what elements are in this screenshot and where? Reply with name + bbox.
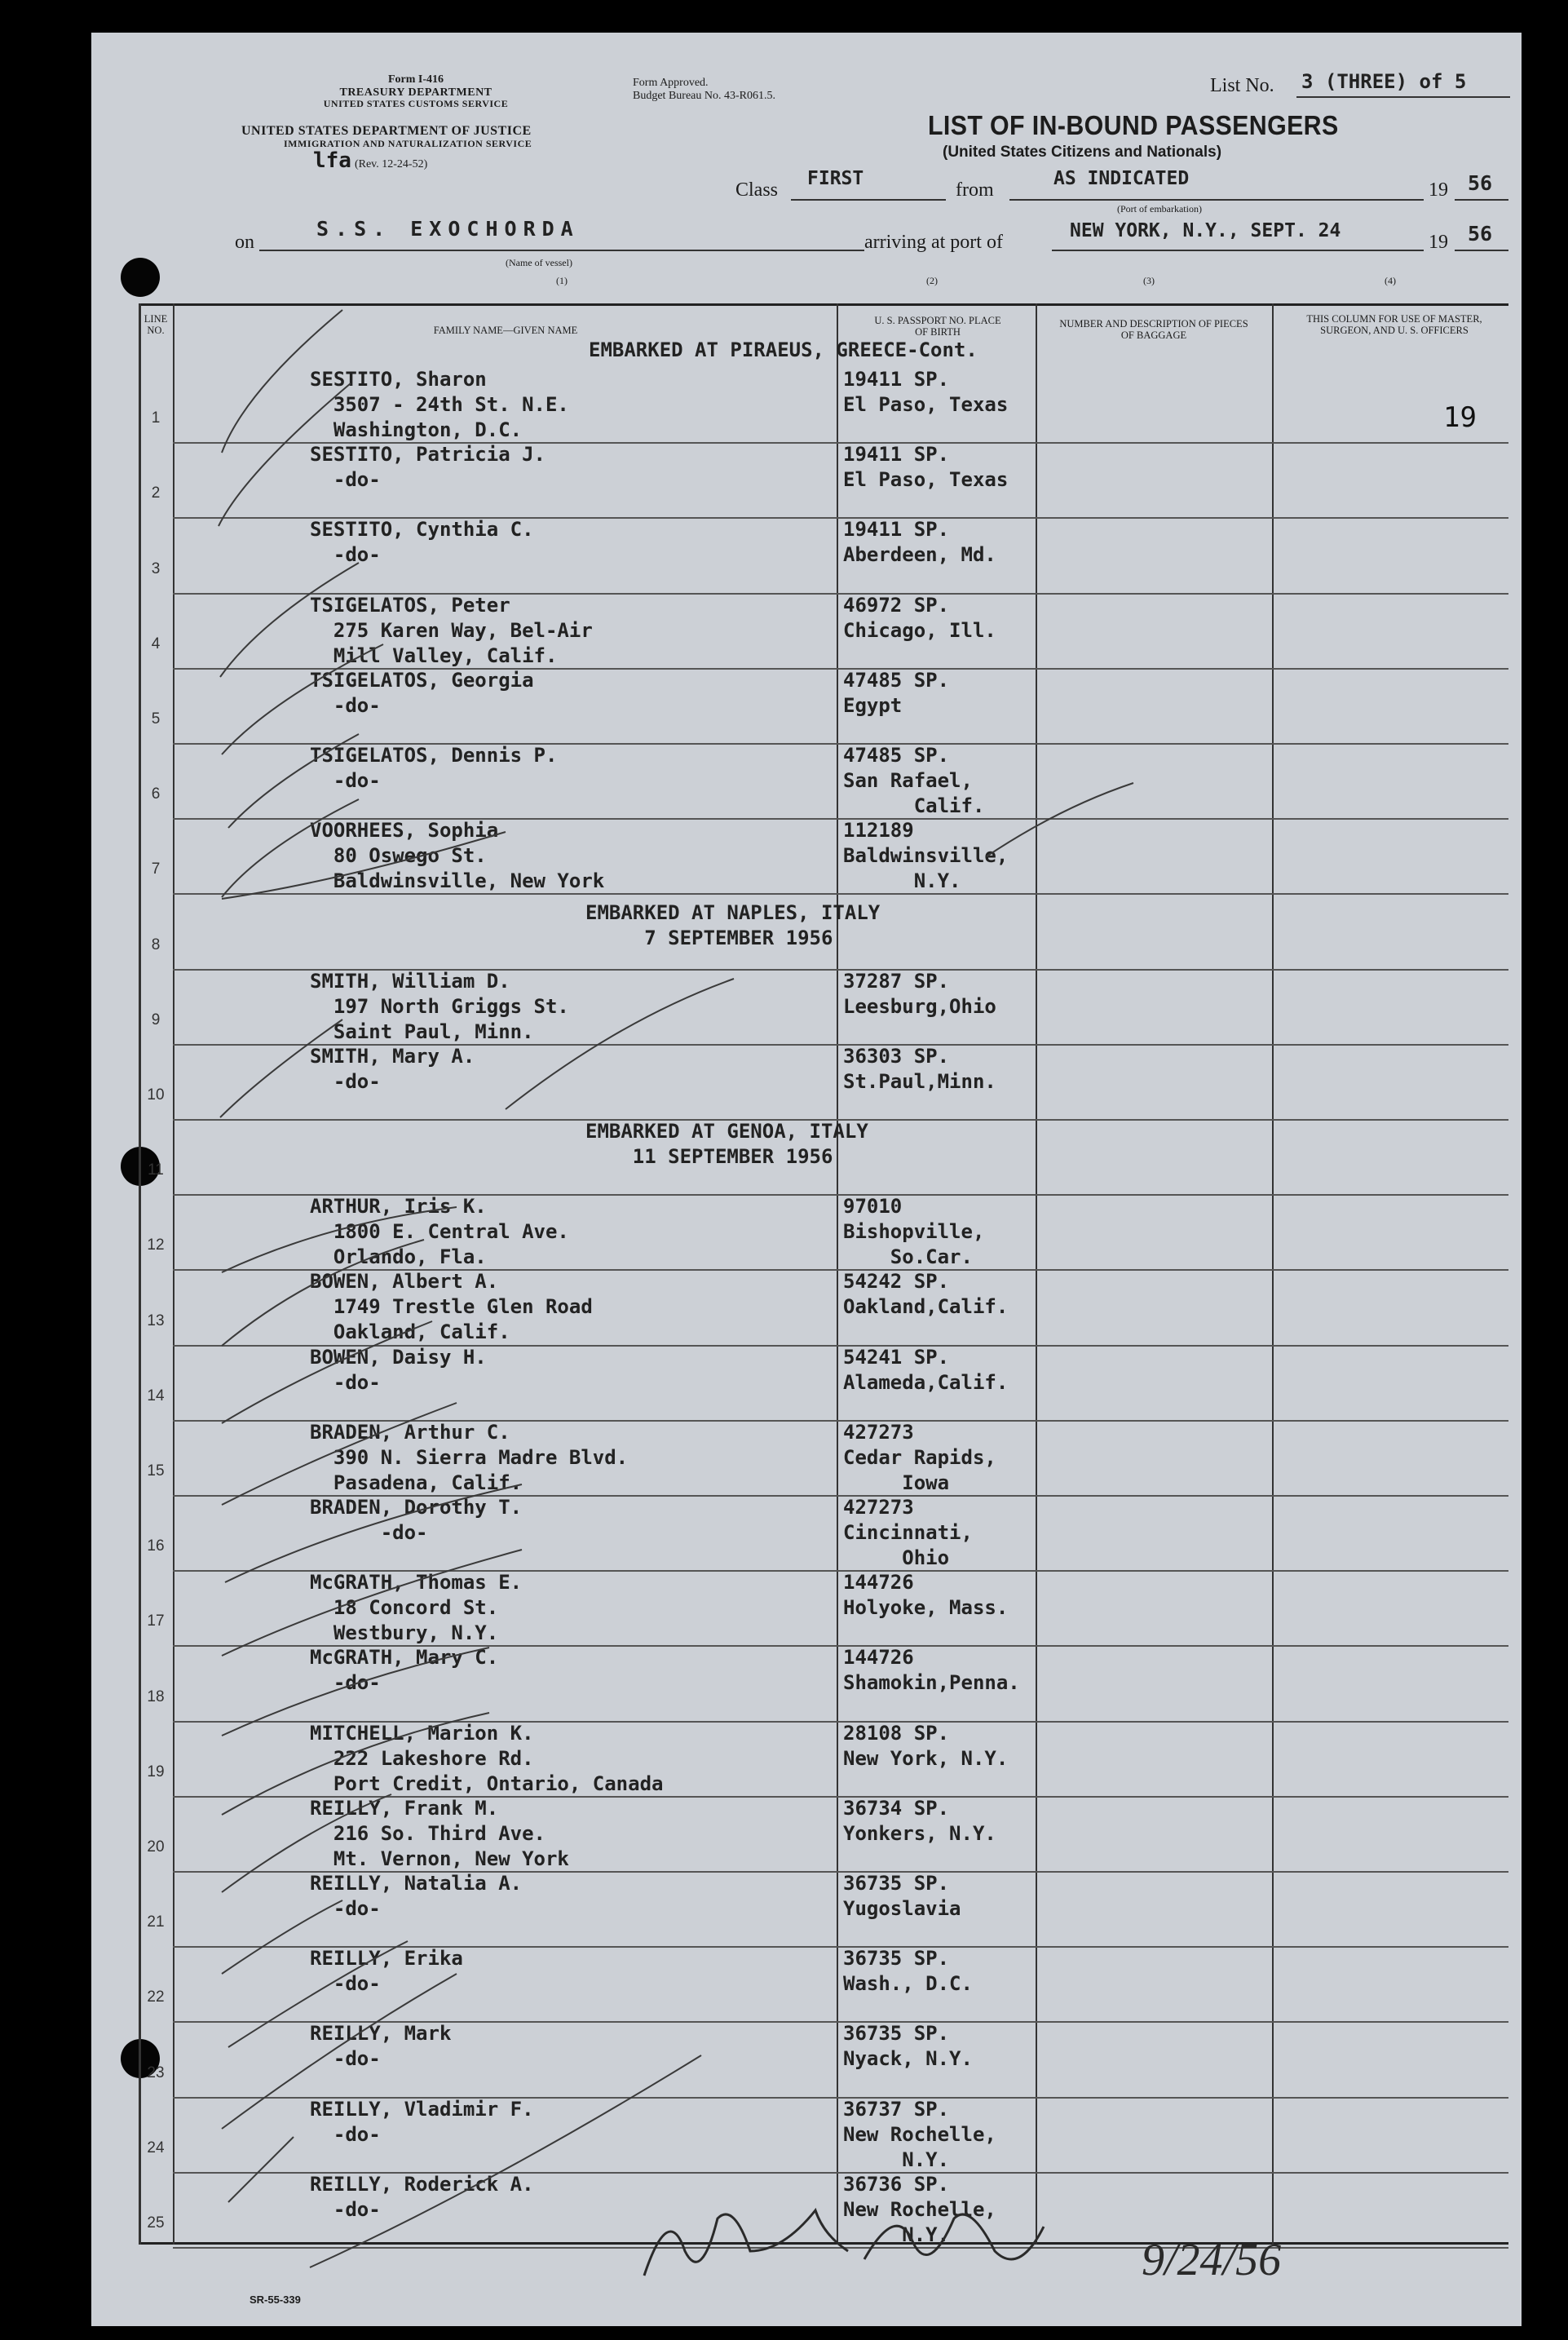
passport-birthplace: 19411 SP. Aberdeen, Md.: [843, 518, 996, 567]
from-label: from: [956, 179, 994, 201]
page-title: LIST OF IN-BOUND PASSENGERS: [928, 110, 1339, 140]
table-row: [139, 367, 1508, 442]
line-number: 9: [151, 1011, 161, 1028]
class-label: Class: [735, 179, 779, 201]
passenger-name: MITCHELL, Marion K. 222 Lakeshore Rd. Port Credit, Ontario, Canada: [310, 1721, 664, 1795]
table-row: [139, 1269, 1508, 1344]
line-number: 23: [147, 2064, 165, 2081]
table-row: [139, 818, 1508, 893]
header-baggage: NUMBER AND DESCRIPTION OF PIECES OF BAGGAGE: [1059, 318, 1248, 342]
passenger-name: REILLY, Vladimir F. -do-: [310, 2097, 534, 2146]
table-row: [139, 1796, 1508, 1871]
year-suffix: 56: [1468, 171, 1493, 195]
vessel-underline: [259, 250, 864, 251]
form-approval: Form Approved. Budget Bureau No. 43-R061.5.: [633, 77, 775, 102]
arrival-underline: [1052, 250, 1424, 251]
line-number: 20: [147, 1838, 165, 1856]
year-prefix-2: 19: [1429, 232, 1448, 253]
table-row: [139, 1044, 1508, 1119]
agency-block: [294, 73, 538, 110]
passenger-name: SESTITO, Cynthia C. -do-: [310, 518, 534, 567]
line-number: 18: [147, 1688, 165, 1705]
justice-department: UNITED STATES DEPARTMENT OF JUSTICE: [241, 124, 532, 138]
passport-birthplace: 427273 Cincinnati, Ohio: [843, 1496, 973, 1569]
passport-birthplace: 36735 SP. Yugoslavia: [843, 1872, 961, 1920]
line-number: 3: [151, 560, 161, 577]
line-number: 6: [151, 785, 161, 803]
year-suffix-2: 56: [1468, 222, 1493, 246]
class-value: FIRST: [807, 168, 864, 189]
passenger-name: SESTITO, Patricia J. -do-: [310, 443, 545, 492]
passport-birthplace: 19411 SP. El Paso, Texas: [843, 368, 1009, 416]
table-row: [139, 1645, 1508, 1720]
passenger-name: McGRATH, Mary C. -do-: [310, 1646, 499, 1695]
table-row: [139, 2097, 1508, 2172]
year-prefix: 19: [1429, 179, 1448, 201]
ins-service: IMMIGRATION AND NATURALIZATION SERVICE: [284, 137, 532, 149]
list-label: List No.: [1210, 75, 1274, 96]
col-number-4: (4): [1385, 275, 1396, 286]
line-number: 17: [147, 1612, 165, 1630]
header-passport: U. S. PASSPORT NO. PLACE OF BIRTH: [874, 315, 1001, 338]
table-row: [139, 1871, 1508, 1946]
line-number: 7: [151, 860, 161, 878]
header-name: FAMILY NAME—GIVEN NAME: [433, 325, 578, 336]
class-underline: [791, 199, 946, 201]
form-number: Form I-416: [387, 73, 444, 86]
passport-birthplace: 37287 SP. Leesburg,Ohio: [843, 969, 996, 1018]
table-row: [139, 2172, 1508, 2247]
table-row: [139, 1194, 1508, 1269]
passport-birthplace: 46972 SP. Chicago, Ill.: [843, 593, 996, 642]
passenger-name: TSIGELATOS, Dennis P. -do-: [310, 744, 558, 792]
from-value: AS INDICATED: [1053, 168, 1190, 189]
table-row: [139, 1420, 1508, 1495]
table-row: [139, 442, 1508, 517]
line-number: 11: [148, 1161, 164, 1179]
on-label: on: [235, 232, 254, 253]
line-number: 22: [147, 1988, 165, 2006]
table-row: [139, 743, 1508, 818]
line-number: 4: [151, 635, 161, 652]
passport-birthplace: 427273 Cedar Rapids, Iowa: [843, 1420, 996, 1494]
passport-birthplace: 47485 SP. San Rafael, Calif.: [843, 744, 985, 817]
vessel-caption: (Name of vessel): [506, 257, 572, 268]
line-number: 12: [147, 1236, 165, 1254]
passenger-table: [139, 303, 1508, 2245]
signature-date: 9/24/56: [1142, 2235, 1282, 2285]
header-officers: THIS COLUMN FOR USE OF MASTER, SURGEON, AND U. S. OFFICERS: [1306, 313, 1482, 337]
passenger-name: REILLY, Roderick A. -do-: [310, 2172, 534, 2221]
passenger-name: SMITH, William D. 197 North Griggs St. Saint Paul, Minn.: [310, 969, 569, 1043]
table-row: [139, 1345, 1508, 1420]
passport-birthplace: 36734 SP. Yonkers, N.Y.: [843, 1796, 996, 1845]
passport-birthplace: 97010 Bishopville, So.Car.: [843, 1195, 985, 1269]
passport-birthplace: 28108 SP. New York, N.Y.: [843, 1721, 1009, 1770]
passenger-name: TSIGELATOS, Georgia -do-: [310, 668, 534, 717]
passport-birthplace: 36303 SP. St.Paul,Minn.: [843, 1044, 996, 1093]
treasury-department: TREASURY DEPARTMENT: [339, 86, 492, 99]
embarked-genoa: EMBARKED AT GENOA, ITALY 11 SEPTEMBER 1956: [585, 1120, 868, 1168]
passenger-name: REILLY, Frank M. 216 So. Third Ave. Mt. Vernon, New York: [310, 1796, 569, 1870]
passenger-name: BRADEN, Arthur C. 390 N. Sierra Madre Blvd. Pasadena, Calif.: [310, 1420, 629, 1494]
passport-birthplace: 144726 Shamokin,Penna.: [843, 1646, 1020, 1695]
revision-date: (Rev. 12-24-52): [354, 158, 428, 171]
passenger-name: REILLY, Natalia A. -do-: [310, 1872, 523, 1920]
passport-birthplace: 36735 SP. Wash., D.C.: [843, 1947, 973, 1996]
passport-birthplace: 36737 SP. New Rochelle, N.Y.: [843, 2097, 996, 2171]
line-number: 10: [147, 1086, 165, 1104]
passenger-name: BOWEN, Albert A. 1749 Trestle Glen Road Oakland, Calif.: [310, 1270, 593, 1344]
passport-birthplace: 144726 Holyoke, Mass.: [843, 1571, 1009, 1620]
line-number: 2: [151, 484, 161, 502]
footer-code: SR-55-339: [250, 2294, 301, 2306]
passport-birthplace: 54242 SP. Oakland,Calif.: [843, 1270, 1009, 1319]
passport-birthplace: 47485 SP. Egypt: [843, 668, 950, 717]
officer-mark: 19: [1443, 401, 1477, 434]
line-number: 16: [147, 1537, 165, 1555]
col-number-3: (3): [1143, 275, 1155, 286]
table-row: [139, 517, 1508, 592]
year-underline-2: [1455, 250, 1508, 251]
table-row: [139, 1721, 1508, 1796]
passport-birthplace: 36735 SP. Nyack, N.Y.: [843, 2022, 973, 2071]
table-row: [139, 668, 1508, 743]
table-row: [139, 1495, 1508, 1570]
passenger-name: BRADEN, Dorothy T. -do-: [310, 1496, 523, 1544]
passenger-name: TSIGELATOS, Peter 275 Karen Way, Bel-Air Mill Valley, Calif.: [310, 593, 593, 667]
line-number: 8: [151, 936, 161, 953]
passenger-name: BOWEN, Daisy H. -do-: [310, 1345, 487, 1394]
line-number: 13: [147, 1312, 165, 1329]
passport-birthplace: 19411 SP. El Paso, Texas: [843, 443, 1009, 492]
justice-block: [241, 124, 616, 173]
arrival-port: NEW YORK, N.Y., SEPT. 24: [1070, 220, 1341, 241]
line-number: 14: [147, 1387, 165, 1404]
list-underline: [1296, 96, 1510, 98]
embarked-piraeus: EMBARKED AT PIRAEUS, GREECE-Cont.: [589, 338, 978, 361]
passport-birthplace: 36736 SP. New Rochelle, N.Y.: [843, 2172, 996, 2246]
table-row: [139, 593, 1508, 668]
embarked-naples: EMBARKED AT NAPLES, ITALY 7 SEPTEMBER 1956: [585, 901, 881, 949]
list-number: 3 (THREE) of 5: [1301, 70, 1467, 93]
table-row: [139, 2021, 1508, 2096]
col-number-2: (2): [926, 275, 938, 286]
passport-birthplace: 54241 SP. Alameda,Calif.: [843, 1345, 1009, 1394]
header-line-no: LINE NO.: [144, 313, 168, 337]
line-number: 24: [147, 2139, 165, 2156]
year-underline: [1455, 199, 1508, 201]
line-number: 1: [151, 409, 161, 427]
customs-service: UNITED STATES CUSTOMS SERVICE: [323, 98, 509, 110]
passenger-name: SMITH, Mary A. -do-: [310, 1044, 475, 1093]
passenger-name: ARTHUR, Iris K. 1800 E. Central Ave. Orlando, Fla.: [310, 1195, 569, 1269]
arriving-label: arriving at port of: [864, 232, 1003, 253]
table-row: [139, 1570, 1508, 1645]
line-number: 19: [147, 1763, 165, 1780]
line-number: 5: [151, 710, 161, 728]
vessel-name: S.S. EXOCHORDA: [316, 217, 580, 241]
line-number: 25: [147, 2214, 165, 2232]
form-code: lfa: [313, 148, 351, 174]
port-embarkation-caption: (Port of embarkation): [1117, 203, 1202, 215]
table-row: [139, 969, 1508, 1044]
line-number: 15: [147, 1462, 165, 1480]
passenger-name: REILLY, Mark -do-: [310, 2022, 452, 2071]
table-row: [139, 1946, 1508, 2021]
passenger-name: REILLY, Erika -do-: [310, 1947, 463, 1996]
passport-birthplace: 112189 Baldwinsville, N.Y.: [843, 819, 1009, 893]
col-number-1: (1): [556, 275, 568, 286]
line-number: 21: [147, 1913, 165, 1931]
passenger-name: SESTITO, Sharon 3507 - 24th St. N.E. Washington, D.C.: [310, 368, 569, 441]
page-subtitle: (United States Citizens and Nationals): [943, 144, 1222, 161]
passenger-name: McGRATH, Thomas E. 18 Concord St. Westbury, N.Y.: [310, 1571, 523, 1645]
punch-hole: [121, 258, 160, 297]
passenger-name: VOORHEES, Sophia 80 Oswego St. Baldwinsville, New York: [310, 819, 605, 893]
from-underline: [1009, 199, 1424, 201]
